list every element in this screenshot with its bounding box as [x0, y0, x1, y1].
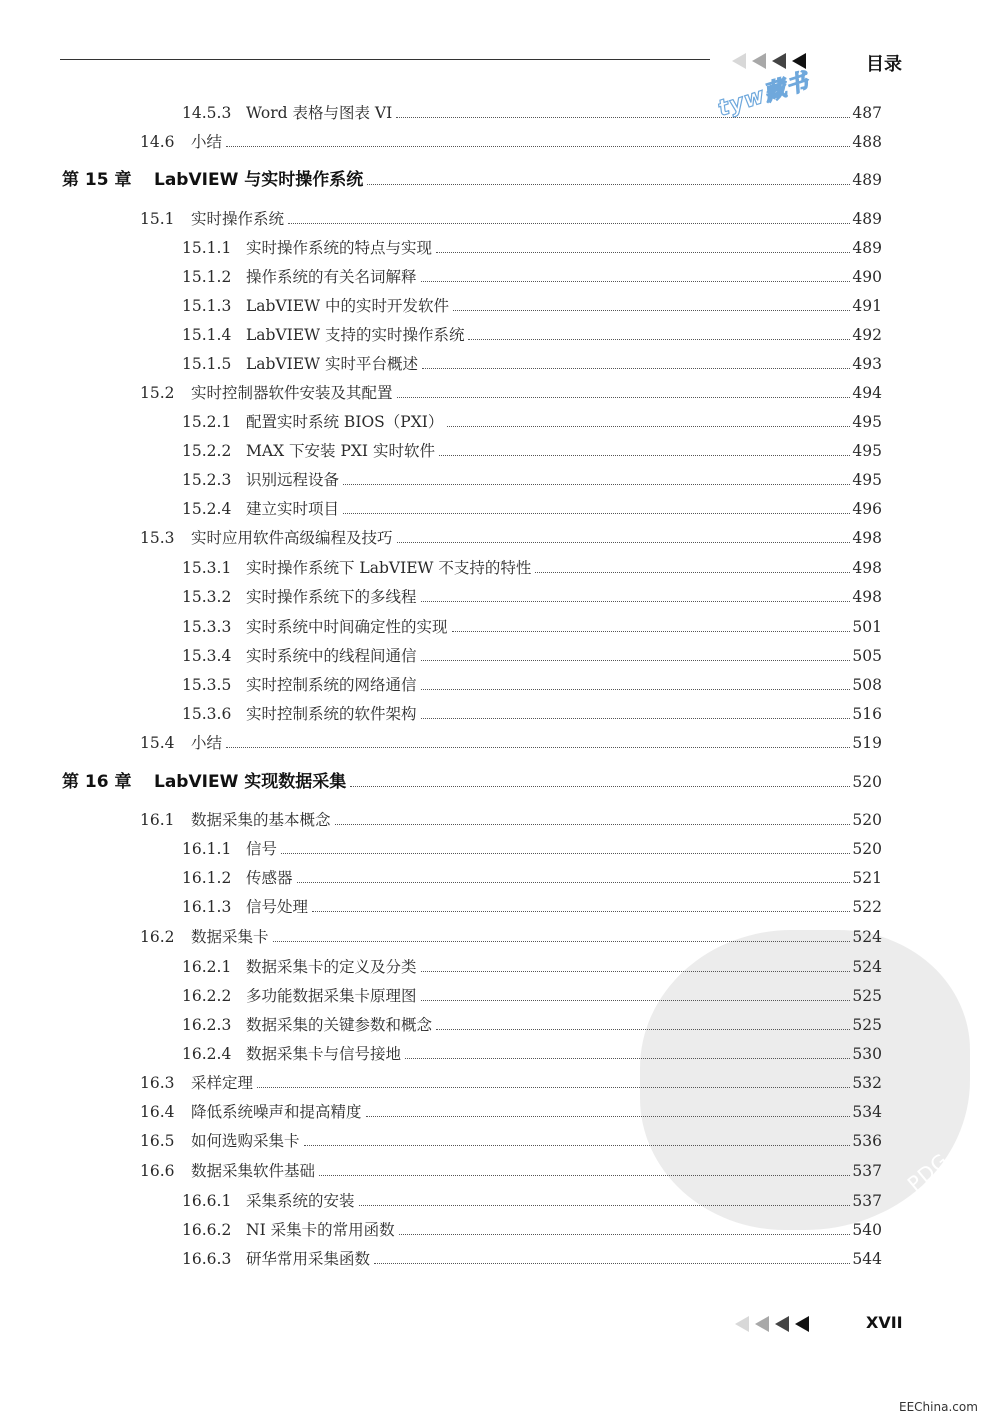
toc-number: 16.1 [140, 811, 175, 829]
toc-leader-dots [374, 1263, 850, 1264]
toc-entry-section[interactable] [140, 382, 882, 404]
toc-page-number: 532 [852, 1074, 882, 1092]
toc-title: 信号处理 [246, 898, 309, 916]
toc-page-number: 519 [852, 734, 882, 752]
toc-title: 配置实时系统 BIOS（PXI） [246, 413, 444, 431]
toc-title: 实时控制系统的网络通信 [246, 676, 417, 694]
toc-leader-dots [421, 281, 851, 282]
toc-leader-dots [468, 339, 850, 340]
toc-leader-dots [447, 426, 850, 427]
toc-title: 操作系统的有关名词解释 [246, 268, 417, 286]
toc-number: 14.5.3 [182, 104, 232, 122]
toc-title: 传感器 [246, 869, 293, 887]
toc-page-number: 495 [852, 471, 882, 489]
toc-page-number: 536 [852, 1132, 882, 1150]
toc-page-number: 488 [852, 133, 882, 151]
toc-entry-sub[interactable] [182, 896, 882, 918]
page-number: XVII [866, 1313, 903, 1332]
toc-page-number: 537 [852, 1162, 882, 1180]
toc-entry-sub[interactable] [182, 237, 882, 259]
toc-page-number: 498 [852, 529, 882, 547]
toc-number: 15.3 [140, 529, 175, 547]
toc-title: 如何选购采集卡 [191, 1132, 300, 1150]
toc-entry-sub[interactable] [182, 1248, 882, 1270]
toc-entry-sub[interactable] [182, 1190, 882, 1212]
toc-entry-section[interactable] [140, 1130, 882, 1152]
toc-leader-dots [281, 853, 850, 854]
toc-page-number: 544 [852, 1250, 882, 1268]
toc-title: 数据采集的基本概念 [191, 811, 331, 829]
toc-page-number: 524 [852, 958, 882, 976]
toc-entry-sub[interactable] [182, 1043, 882, 1065]
toc-number: 15.1.5 [182, 355, 232, 373]
toc-page-number: 492 [852, 326, 882, 344]
toc-entry-sub[interactable] [182, 645, 882, 667]
toc-entry-section[interactable] [140, 1101, 882, 1123]
toc-page-number: 495 [852, 413, 882, 431]
toc-number: 第 15 章 [62, 170, 132, 190]
toc-number: 15.3.3 [182, 618, 232, 636]
toc-entry-sub[interactable] [182, 616, 882, 638]
toc-number: 15.1.3 [182, 297, 232, 315]
toc-number: 15.3.1 [182, 559, 232, 577]
toc-leader-dots [273, 941, 851, 942]
toc-leader-dots [452, 631, 851, 632]
toc-leader-dots [226, 146, 850, 147]
toc-entry-chapter[interactable] [62, 771, 882, 793]
toc-number: 16.2.3 [182, 1016, 232, 1034]
toc-page-number: 522 [852, 898, 882, 916]
toc-title: 实时操作系统的特点与实现 [246, 239, 433, 257]
toc-leader-dots [396, 117, 850, 118]
toc-title: 数据采集卡 [191, 928, 269, 946]
toc-number: 15.1.4 [182, 326, 232, 344]
toc-leader-dots [436, 252, 850, 253]
toc-leader-dots [304, 1145, 851, 1146]
toc-entry-sub[interactable] [182, 266, 882, 288]
toc-title: LabVIEW 实时平台概述 [246, 355, 418, 373]
toc-page-number: 516 [852, 705, 882, 723]
toc-number: 15.1.2 [182, 268, 232, 286]
toc-title: 数据采集卡的定义及分类 [246, 958, 417, 976]
toc-number: 16.2 [140, 928, 175, 946]
toc-entry-section[interactable] [140, 1072, 882, 1094]
toc-page-number: 508 [852, 676, 882, 694]
toc-page-number: 524 [852, 928, 882, 946]
toc-page-number: 520 [852, 773, 882, 791]
toc-page-number: 491 [852, 297, 882, 315]
toc-leader-dots [421, 718, 851, 719]
arrow-left-icon [735, 1316, 749, 1332]
toc-leader-dots [335, 824, 851, 825]
toc-title: 实时控制器软件安装及其配置 [191, 384, 393, 402]
toc-page-number: 525 [852, 987, 882, 1005]
toc-entry-section[interactable] [140, 926, 882, 948]
toc-page-number: 540 [852, 1221, 882, 1239]
toc-entry-sub[interactable] [182, 867, 882, 889]
toc-leader-dots [422, 368, 850, 369]
toc-entry-sub[interactable] [182, 411, 882, 433]
toc-entry-sub[interactable] [182, 557, 882, 579]
toc-number: 16.2.1 [182, 958, 232, 976]
toc-title: Word 表格与图表 VI [246, 104, 393, 122]
toc-page-number: 520 [852, 840, 882, 858]
toc-number: 15.2.2 [182, 442, 232, 460]
toc-title: 采集系统的安装 [246, 1192, 355, 1210]
toc-leader-dots [397, 397, 851, 398]
toc-number: 16.6 [140, 1162, 175, 1180]
toc-leader-dots [297, 882, 851, 883]
toc-leader-dots [453, 310, 850, 311]
toc-title: LabVIEW 支持的实时操作系统 [246, 326, 465, 344]
toc-entry-section[interactable] [140, 527, 882, 549]
toc-entry-sub[interactable] [182, 102, 882, 124]
toc-title: 数据采集卡与信号接地 [246, 1045, 402, 1063]
toc-title: 小结 [191, 734, 223, 752]
toc-leader-dots [366, 1116, 851, 1117]
toc-number: 14.6 [140, 133, 175, 151]
toc-number: 16.6.3 [182, 1250, 232, 1268]
toc-title: 实时系统中的线程间通信 [246, 647, 417, 665]
toc-leader-dots [421, 1000, 851, 1001]
toc-number: 15.1.1 [182, 239, 232, 257]
toc-title: 实时系统中时间确定性的实现 [246, 618, 448, 636]
toc-title: 小结 [191, 133, 223, 151]
toc-leader-dots [421, 660, 851, 661]
toc-number: 15.3.6 [182, 705, 232, 723]
toc-title: 识别远程设备 [246, 471, 340, 489]
toc-number: 16.6.1 [182, 1192, 232, 1210]
toc-page-number: 489 [852, 239, 882, 257]
stamp-label: PDG [902, 1148, 954, 1196]
toc-entry-sub[interactable] [182, 440, 882, 462]
toc-entry-chapter[interactable] [62, 169, 882, 191]
toc-number: 15.2.1 [182, 413, 232, 431]
watermark-text: tyw藏书 [715, 68, 813, 122]
toc-title: MAX 下安装 PXI 实时软件 [246, 442, 435, 460]
toc-page-number: 501 [852, 618, 882, 636]
toc-entry-section[interactable] [140, 1160, 882, 1182]
toc-entry-sub[interactable] [182, 674, 882, 696]
toc-title: 实时操作系统下的多线程 [246, 588, 417, 606]
toc-number: 15.3.4 [182, 647, 232, 665]
toc-entry-sub[interactable] [182, 838, 882, 860]
toc-entry-sub[interactable] [182, 703, 882, 725]
toc-entry-sub[interactable] [182, 1014, 882, 1036]
toc-leader-dots [226, 747, 850, 748]
toc-number: 16.1.1 [182, 840, 232, 858]
toc-page-number: 530 [852, 1045, 882, 1063]
toc-number: 15.3.2 [182, 588, 232, 606]
toc-number: 15.1 [140, 210, 175, 228]
toc-number: 16.2.2 [182, 987, 232, 1005]
toc-leader-dots [439, 455, 850, 456]
toc-page-number: 496 [852, 500, 882, 518]
toc-page-number: 487 [852, 104, 882, 122]
toc-page-number: 494 [852, 384, 882, 402]
toc-leader-dots [421, 689, 851, 690]
toc-number: 16.1.3 [182, 898, 232, 916]
toc-page-number: 520 [852, 811, 882, 829]
toc-page-number: 525 [852, 1016, 882, 1034]
toc-number: 16.3 [140, 1074, 175, 1092]
toc-entry-sub[interactable] [182, 469, 882, 491]
toc-page-number: 490 [852, 268, 882, 286]
toc-leader-dots [421, 971, 851, 972]
toc-page-number: 498 [852, 559, 882, 577]
toc-leader-dots [367, 184, 850, 185]
toc-title: 数据采集的关键参数和概念 [246, 1016, 433, 1034]
toc-title: LabVIEW 实现数据采集 [154, 772, 347, 792]
toc-title: NI 采集卡的常用函数 [246, 1221, 395, 1239]
toc-entry-section[interactable] [140, 809, 882, 831]
toc-page-number: 498 [852, 588, 882, 606]
toc-leader-dots [257, 1087, 850, 1088]
toc-page-number: 521 [852, 869, 882, 887]
toc-page-number: 537 [852, 1192, 882, 1210]
toc-entry-sub[interactable] [182, 586, 882, 608]
toc-leader-dots [535, 572, 850, 573]
toc-entry-sub[interactable] [182, 1219, 882, 1241]
toc-title: 实时操作系统下 LabVIEW 不支持的特性 [246, 559, 532, 577]
toc-number: 16.5 [140, 1132, 175, 1150]
arrow-left-icon [752, 53, 766, 69]
toc-page-number: 489 [852, 210, 882, 228]
toc-page-number: 495 [852, 442, 882, 460]
toc-title: 信号 [246, 840, 278, 858]
header-rule [60, 59, 710, 60]
arrow-left-icon [732, 53, 746, 69]
arrow-left-icon [755, 1316, 769, 1332]
toc-leader-dots [421, 601, 851, 602]
toc-title: 采样定理 [191, 1074, 254, 1092]
toc-title: 数据采集软件基础 [191, 1162, 316, 1180]
toc-leader-dots [359, 1205, 851, 1206]
toc-number: 15.2.4 [182, 500, 232, 518]
toc-title: 实时控制系统的软件架构 [246, 705, 417, 723]
toc-number: 16.4 [140, 1103, 175, 1121]
toc-title: LabVIEW 与实时操作系统 [154, 170, 364, 190]
toc-number: 16.1.2 [182, 869, 232, 887]
toc-entry-sub[interactable] [182, 295, 882, 317]
toc-entry-section[interactable] [140, 208, 882, 230]
toc-leader-dots [288, 223, 850, 224]
toc-entry-sub[interactable] [182, 985, 882, 1007]
toc-entry-section[interactable] [140, 732, 882, 754]
page-title: 目录 [866, 54, 902, 75]
toc-number: 15.2.3 [182, 471, 232, 489]
toc-page-number: 493 [852, 355, 882, 373]
toc-entry-sub[interactable] [182, 956, 882, 978]
toc-page-number: 489 [852, 171, 882, 189]
toc-leader-dots [399, 1234, 851, 1235]
toc-number: 16.2.4 [182, 1045, 232, 1063]
toc-number: 15.4 [140, 734, 175, 752]
toc-title: 多功能数据采集卡原理图 [246, 987, 417, 1005]
toc-leader-dots [405, 1058, 850, 1059]
toc-number: 15.2 [140, 384, 175, 402]
toc-title: 建立实时项目 [246, 500, 340, 518]
toc-entry-sub[interactable] [182, 353, 882, 375]
toc-title: LabVIEW 中的实时开发软件 [246, 297, 449, 315]
arrow-left-icon [775, 1316, 789, 1332]
toc-leader-dots [312, 911, 850, 912]
arrow-left-icon [772, 53, 786, 69]
footer-nav-arrows [735, 1316, 809, 1332]
toc-page-number: 505 [852, 647, 882, 665]
toc-number: 16.6.2 [182, 1221, 232, 1239]
toc-leader-dots [397, 542, 851, 543]
toc-page-number: 534 [852, 1103, 882, 1121]
arrow-left-icon [795, 1316, 809, 1332]
toc-number: 第 16 章 [62, 772, 132, 792]
toc-title: 实时应用软件高级编程及技巧 [191, 529, 393, 547]
toc-leader-dots [343, 484, 850, 485]
site-credit: EEChina.com [899, 1400, 978, 1414]
toc-leader-dots [319, 1175, 850, 1176]
toc-entry-section[interactable] [140, 131, 882, 153]
toc-leader-dots [343, 513, 850, 514]
toc-number: 15.3.5 [182, 676, 232, 694]
toc-entry-sub[interactable] [182, 324, 882, 346]
toc-leader-dots [350, 786, 850, 787]
toc-entry-sub[interactable] [182, 498, 882, 520]
toc-title: 研华常用采集函数 [246, 1250, 371, 1268]
toc-leader-dots [436, 1029, 850, 1030]
toc-title: 降低系统噪声和提高精度 [191, 1103, 362, 1121]
toc-title: 实时操作系统 [191, 210, 285, 228]
